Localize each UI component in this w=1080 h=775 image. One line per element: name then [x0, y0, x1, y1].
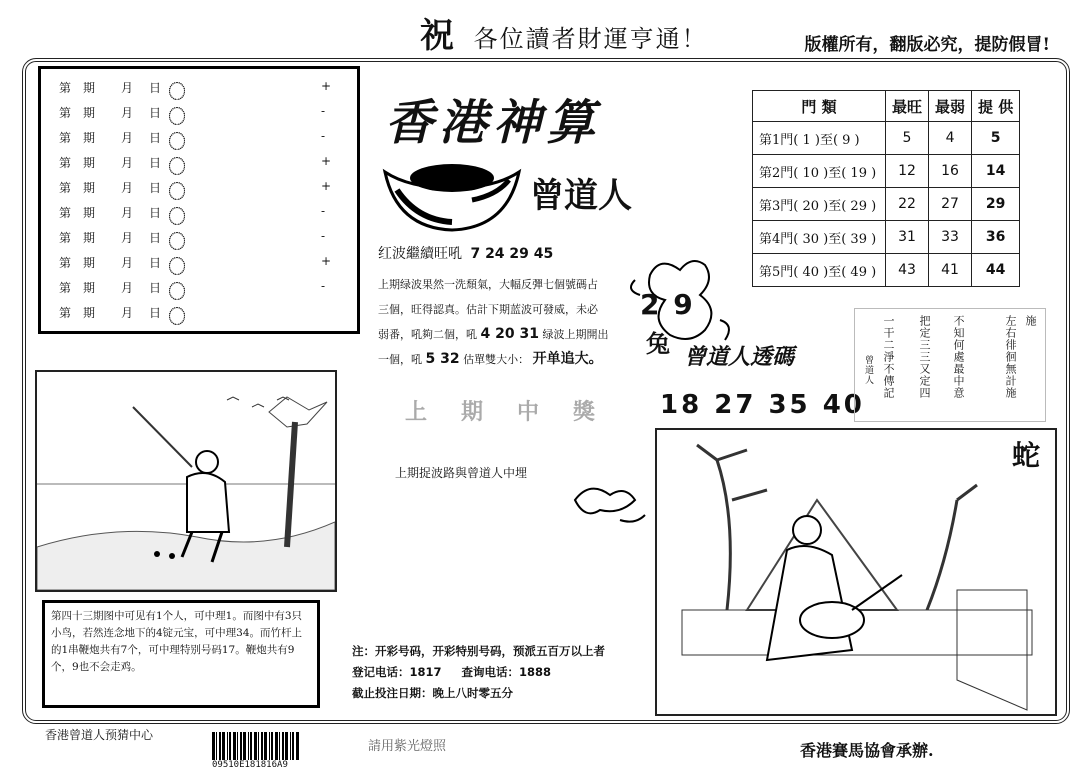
commentary-text: 一個，吼: [378, 353, 422, 366]
grid-day: 日: [149, 306, 162, 320]
grid-day: 日: [149, 281, 162, 295]
grid-month: 月: [121, 156, 134, 170]
grid-period: 第 期: [59, 81, 96, 95]
period-grid: [38, 66, 360, 334]
header-provide: 提 供: [972, 91, 1020, 122]
number-circle: [169, 207, 185, 225]
verse-col: 施: [1024, 315, 1037, 327]
verse-col: 把定三三又定四: [918, 315, 931, 399]
min-value: 41: [929, 254, 972, 287]
grid-period: 第 期: [59, 231, 96, 245]
verse-signature: 曾道人: [863, 355, 873, 385]
grid-day: 日: [149, 81, 162, 95]
uv-light-notice: 請用紫光燈照: [368, 739, 447, 754]
door-range: 第3門( 20 )至( 29 ): [753, 188, 886, 221]
provide-value: 14: [972, 155, 1020, 188]
door-range: 第2門( 10 )至( 19 ): [753, 155, 886, 188]
fisher-boy-image: [37, 372, 335, 590]
red-wave-line: [378, 243, 553, 263]
grid-month: 月: [121, 181, 134, 195]
grid-row: [59, 150, 351, 174]
grid-sign: +: [321, 254, 332, 268]
table-header-row: [753, 91, 1020, 122]
table-row: [753, 254, 1020, 287]
commentary-text: 弱番，吼夠二個，吼: [378, 328, 477, 341]
provide-value: 36: [972, 221, 1020, 254]
grid-day: 日: [149, 256, 162, 270]
table-row: [753, 122, 1020, 155]
red-wave-label: 红波繼續旺吼: [378, 246, 462, 262]
riddle-explanation: 第四十三期图中可见有1个人，可中理1。而图中有3只小鸟，若然连念地下的4锭元宝，可中理34。而竹杆上的1串鞭炮共有7个，可中理特别号码17。鞭炮共有9个，9也不会走鸡。: [42, 600, 320, 708]
grid-row: [59, 175, 351, 199]
commentary-text: 绿波上期開出: [542, 328, 609, 341]
table-row: [753, 188, 1020, 221]
number-circle: [169, 232, 185, 250]
hit-note: 上期捉波路與曾道人中埋: [395, 466, 528, 480]
table-row: [753, 221, 1020, 254]
verse-col: 左右徘徊無計施: [1004, 315, 1017, 399]
last-period-hit: 上期中獎: [405, 399, 630, 425]
grid-period: 第 期: [59, 281, 96, 295]
commentary-line: [378, 347, 626, 372]
header-wish: [420, 8, 708, 57]
min-value: 4: [929, 122, 972, 155]
red-wave-numbers: 7 24 29 45: [470, 246, 554, 262]
snake-char: 蛇: [1012, 439, 1041, 472]
grid-row: [59, 250, 351, 274]
grid-day: 日: [149, 106, 162, 120]
grid-sign: +: [321, 154, 332, 168]
grid-row: [59, 75, 351, 99]
grid-sign: -: [321, 204, 326, 218]
grid-month: 月: [121, 131, 134, 145]
grid-month: 月: [121, 106, 134, 120]
grid-day: 日: [149, 156, 162, 170]
provide-value: 5: [972, 122, 1020, 155]
grid-day: 日: [149, 206, 162, 220]
number-circle: [169, 82, 185, 100]
header-max: 最旺: [886, 91, 929, 122]
notes-line: 截止投注日期：晚上八时零五分: [352, 686, 513, 700]
grid-day: 日: [149, 131, 162, 145]
min-value: 27: [929, 188, 972, 221]
grid-sign: -: [321, 104, 326, 118]
inquiry-phone: 查询电话：1888: [461, 665, 552, 679]
grid-period: 第 期: [59, 156, 96, 170]
door-stats-table: [752, 90, 1020, 287]
grid-month: 月: [121, 81, 134, 95]
max-value: 12: [886, 155, 929, 188]
verse-col: 不知何處最中意: [952, 315, 965, 399]
commentary: [378, 272, 626, 372]
grid-sign: -: [321, 279, 326, 293]
grid-row: [59, 100, 351, 124]
number-circle: [169, 182, 185, 200]
grid-row: [59, 275, 351, 299]
grid-period: 第 期: [59, 106, 96, 120]
pipa-lady-image: [657, 430, 1055, 714]
zodiac-numbers: 2 9: [640, 288, 695, 321]
provide-value: 44: [972, 254, 1020, 287]
pipa-lady-illustration: [655, 428, 1057, 716]
grid-month: 月: [121, 256, 134, 270]
notes-line: [352, 662, 605, 683]
header-min: 最弱: [929, 91, 972, 122]
grid-period: 第 期: [59, 131, 96, 145]
grid-period: 第 期: [59, 181, 96, 195]
max-value: 5: [886, 122, 929, 155]
table-row: [753, 155, 1020, 188]
grid-day: 日: [149, 181, 162, 195]
transmit-title: 曾道人透碼: [684, 344, 795, 370]
min-value: 33: [929, 221, 972, 254]
footer-center-name: 香港曾道人预猜中心: [45, 728, 154, 742]
provide-value: 29: [972, 188, 1020, 221]
register-phone: 登记电话：1817: [352, 665, 442, 679]
copyright-notice: 版權所有，翻版必究，提防假冒!: [804, 35, 1050, 55]
grid-row: [59, 200, 351, 224]
commentary-bold: 开单追大。: [532, 351, 603, 367]
door-range: 第1門( 1 )至( 9 ): [753, 122, 886, 155]
grid-day: 日: [149, 231, 162, 245]
number-circle: [169, 257, 185, 275]
wish-text: 各位讀者財運亨通！: [473, 25, 708, 53]
grid-row: [59, 125, 351, 149]
wish-big-char: 祝: [420, 16, 456, 56]
grid-month: 月: [121, 231, 134, 245]
main-title: 香港神算: [385, 95, 602, 151]
door-range: 第4門( 30 )至( 39 ): [753, 221, 886, 254]
gold-ingot-icon: [377, 150, 527, 240]
number-circle: [169, 157, 185, 175]
max-value: 43: [886, 254, 929, 287]
max-value: 22: [886, 188, 929, 221]
commentary-line: [378, 322, 626, 347]
organizer-name: 香港賽馬協會承辦.: [800, 741, 934, 760]
commentary-line: 三個，旺得認真。估計下期蓝波可發威，未必: [378, 303, 598, 316]
commentary-line: 上期绿波果然一洗頹氣，大幅反彈七個號碼占: [378, 278, 598, 291]
zodiac-animal: 兔: [646, 330, 670, 358]
commentary-numbers: 4 20 31: [480, 326, 539, 342]
notes: [352, 641, 605, 704]
number-circle: [169, 132, 185, 150]
grid-month: 月: [121, 206, 134, 220]
min-value: 16: [929, 155, 972, 188]
grid-month: 月: [121, 281, 134, 295]
verse-col: 一干二淨不傳記: [882, 315, 895, 399]
number-circle: [169, 107, 185, 125]
header-door: 門 類: [753, 91, 886, 122]
grid-sign: +: [321, 179, 332, 193]
grid-sign: -: [321, 229, 326, 243]
grid-period: 第 期: [59, 306, 96, 320]
commentary-text: 估單雙大小：: [463, 353, 530, 366]
fisher-boy-illustration: [35, 370, 337, 592]
grid-period: 第 期: [59, 256, 96, 270]
verse-box: [854, 308, 1046, 422]
grid-row: [59, 225, 351, 249]
author-name: 曾道人: [530, 176, 632, 216]
barcode-text: 09510E181816A9: [212, 760, 288, 770]
grid-sign: +: [321, 79, 332, 93]
max-value: 31: [886, 221, 929, 254]
grid-sign: -: [321, 129, 326, 143]
grid-row: [59, 300, 351, 324]
number-circle: [169, 307, 185, 325]
notes-line: 注：开彩号码，开彩特别号码，预派五百万以上者: [352, 644, 605, 658]
commentary-numbers: 5 32: [425, 351, 460, 367]
bird-doodle-icon: [565, 470, 655, 540]
pick-numbers: 18 27 35 40: [660, 390, 865, 420]
grid-period: 第 期: [59, 206, 96, 220]
grid-month: 月: [121, 306, 134, 320]
barcode-icon: [212, 732, 302, 760]
door-range: 第5門( 40 )至( 49 ): [753, 254, 886, 287]
number-circle: [169, 282, 185, 300]
